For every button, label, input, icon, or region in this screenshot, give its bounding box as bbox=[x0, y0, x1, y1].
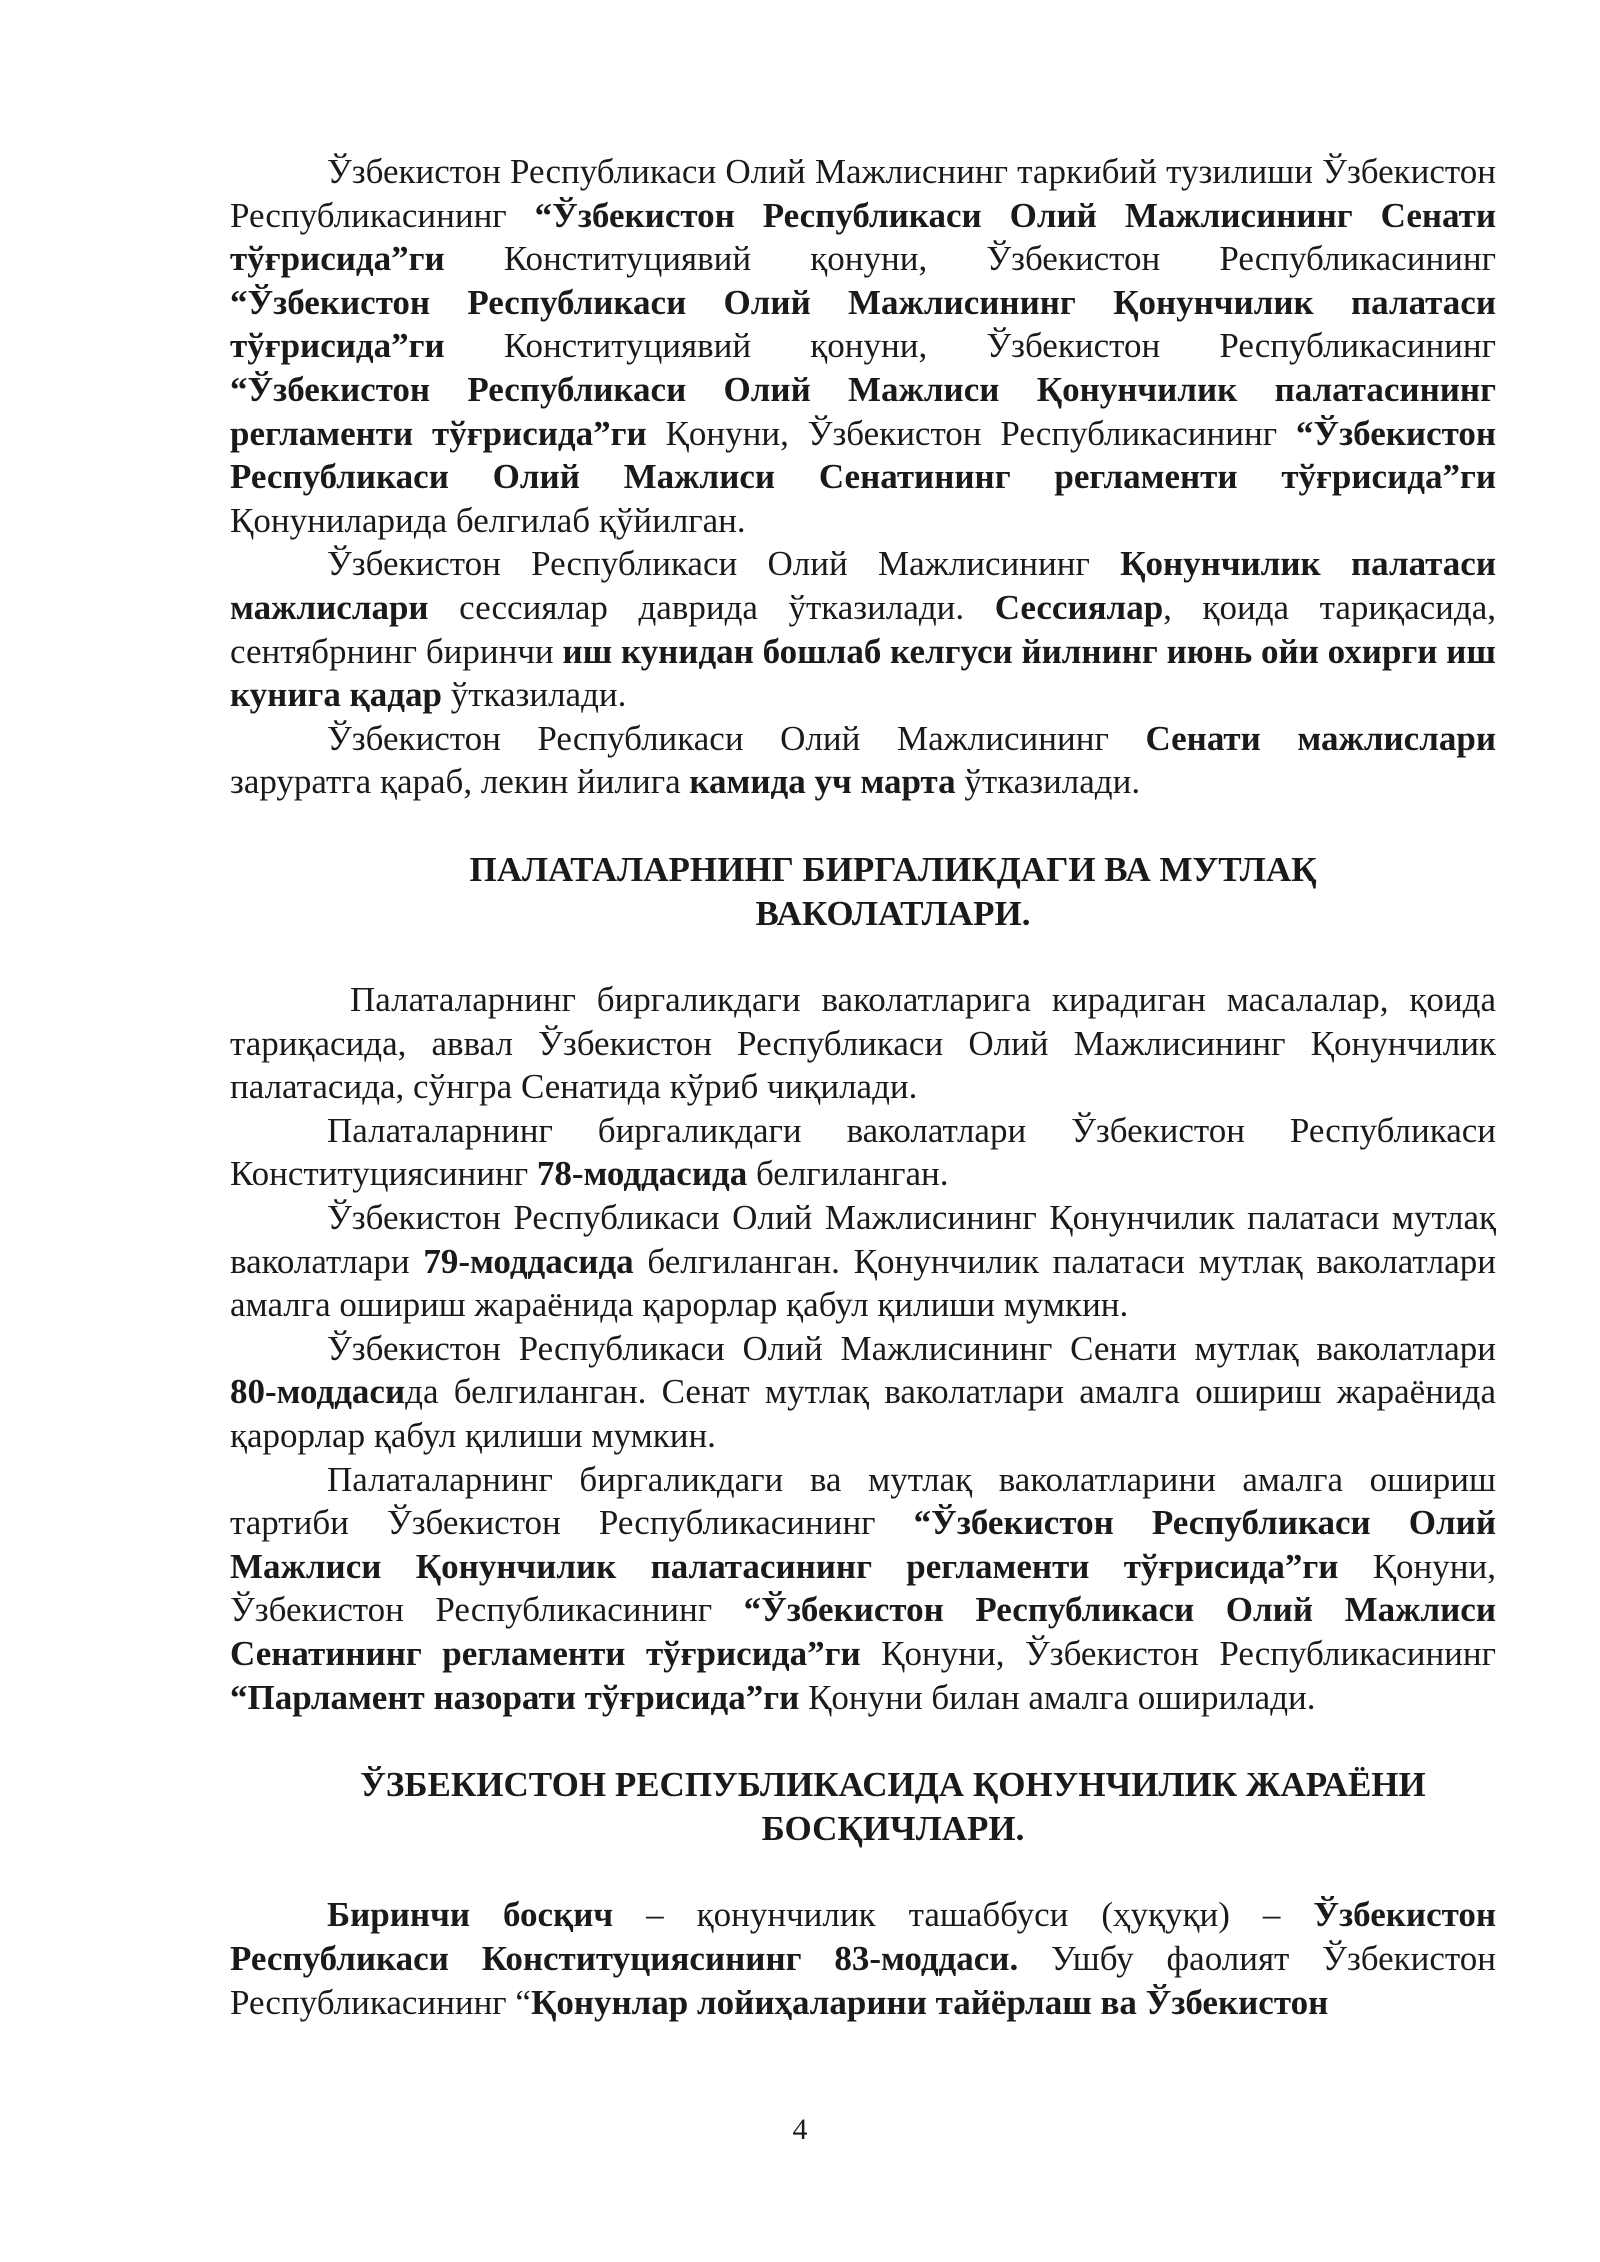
paragraph-parliament-structure bbox=[230, 150, 1496, 542]
bold-text: Ўзбекистон Республикаси Конституциясининг 83-моддаси. bbox=[230, 1895, 1496, 1978]
text-run: Палаталарнинг биргаликдаги ваколатларига кирадиган масалалар, қоида тариқасида, аввал Ўзбекистон Республикаси Олий Мажлисининг Қонунчилик палатасида, сўнгра Сенатида кўриб чиқилади. bbox=[230, 980, 1496, 1107]
bold-text: Қонунчилик палатаси мажлислари bbox=[230, 544, 1496, 627]
bold-text: Сенати мажлислари bbox=[1145, 718, 1496, 758]
bold-text: “Ўзбекистон Республикаси Олий Мажлисининг Сенати тўғрисида”ги bbox=[230, 195, 1496, 279]
bold-text: “Ўзбекистон Республикаси Олий Мажлиси Қонунчилик палатасининг регламенти тўғрисида”ги bbox=[230, 1503, 1496, 1586]
document-page bbox=[230, 150, 1496, 2024]
bold-text: иш кунидан бошлаб келгуси йилнинг июнь ойи охирги иш кунига қадар bbox=[230, 631, 1496, 715]
text-run: ўтказилади. bbox=[441, 675, 627, 715]
text-run: Ўзбекистон Республикаси Олий Мажлиснинг таркибий тузилиши Ўзбекистон Республикасининг bbox=[230, 152, 1496, 235]
text-run: белгиланган. bbox=[747, 1154, 949, 1194]
text-run: Ўзбекистон Республикаси Олий Мажлисининг bbox=[327, 718, 1146, 758]
bold-text: 80-моддаси bbox=[230, 1372, 406, 1412]
paragraph-powers-procedure bbox=[230, 1458, 1496, 1720]
text-run: Палаталарнинг биргаликдаги ваколатлари Ўзбекистон Республикаси Конституциясининг bbox=[230, 1110, 1496, 1194]
heading-line: БОСҚИЧЛАРИ. bbox=[761, 1808, 1025, 1848]
text-run: Палаталарнинг биргаликдаги ва мутлақ ваколатларини амалга ошириш тартиби Ўзбекистон Республикасининг bbox=[230, 1459, 1496, 1543]
paragraph-first-stage bbox=[230, 1893, 1496, 2024]
paragraph-legislative-chamber-sessions bbox=[230, 542, 1496, 716]
text-run: Ўзбекистон Республикаси Олий Мажлисининг Сенати мутлақ ваколатлари bbox=[327, 1328, 1496, 1368]
text-run: ўтказилади. bbox=[955, 762, 1141, 802]
bold-text: 78-моддасида bbox=[536, 1154, 748, 1194]
paragraph-article-78 bbox=[230, 1109, 1496, 1196]
paragraph-article-79 bbox=[230, 1196, 1496, 1327]
bold-text: 79-моддасида bbox=[423, 1241, 634, 1281]
text-run: заруратга қараб, лекин йилига bbox=[230, 762, 690, 802]
bold-text: “Ўзбекистон Республикаси Олий Мажлиси Сенатининг регламенти тўғрисида”ги bbox=[230, 1590, 1496, 1673]
text-run: Конституциявий қонуни, Ўзбекистон Республикасининг bbox=[444, 326, 1496, 366]
paragraph-article-80 bbox=[230, 1327, 1496, 1458]
text-run: – қонунчилик ташаббуси (ҳуқуқи) – bbox=[613, 1895, 1314, 1935]
text-run: Қонуни, Ўзбекистон Республикасининг bbox=[646, 413, 1296, 453]
text-run: Ушбу фаолият Ўзбекистон Республикасининг “ bbox=[230, 1938, 1496, 2022]
text-run: Қонуни, Ўзбекистон Республикасининг bbox=[230, 1546, 1496, 1630]
text-run: белгиланган. Қонунчилик палатаси мутлақ ваколатлари амалга ошириш жараёнида қарорлар қабул қилиши мумкин. bbox=[230, 1241, 1496, 1325]
bold-text: “Ўзбекистон Республикаси Олий Мажлиси Сенатининг регламенти тўғрисида”ги bbox=[230, 413, 1496, 497]
text-run: Ўзбекистон Республикаси Олий Мажлисининг bbox=[327, 544, 1121, 584]
text-run: да белгиланган. Сенат мутлақ ваколатлари амалга ошириш жараёнида қарорлар қабул қилиши мумкин. bbox=[230, 1372, 1496, 1456]
text-run: , қоида тариқасида, сентябрнинг биринчи bbox=[230, 587, 1496, 671]
section-heading-joint-powers bbox=[230, 848, 1496, 935]
paragraph-joint-powers-review bbox=[230, 978, 1496, 1109]
bold-text: Сессиялар bbox=[994, 587, 1164, 627]
paragraph-senate-sessions bbox=[230, 717, 1496, 804]
text-run: Ўзбекистон Республикаси Олий Мажлисининг Қонунчилик палатаси мутлақ ваколатлари bbox=[230, 1198, 1496, 1281]
bold-text: Қонунлар лойиҳаларини тайёрлаш ва Ўзбекистон bbox=[530, 1982, 1329, 2022]
text-run: сессиялар даврида ўтказилади. bbox=[428, 587, 995, 627]
bold-text: “Ўзбекистон Республикаси Олий Мажлиси Қонунчилик палатасининг регламенти тўғрисида”ги bbox=[230, 369, 1496, 453]
heading-line: ЎЗБЕКИСТОН РЕСПУБЛИКАСИДА ҚОНУНЧИЛИК ЖАРАЁНИ bbox=[360, 1765, 1426, 1805]
text-run: Қонуниларида белгилаб қўйилган. bbox=[230, 500, 746, 540]
bold-text: “Ўзбекистон Республикаси Олий Мажлисининг Қонунчилик палатаси тўғрисида”ги bbox=[230, 282, 1496, 366]
bold-text: Биринчи босқич bbox=[327, 1895, 614, 1935]
heading-line: ВАКОЛАТЛАРИ. bbox=[755, 893, 1031, 933]
section-heading-legislative-stages bbox=[230, 1763, 1496, 1850]
bold-text: камида уч марта bbox=[689, 762, 956, 802]
text-run: Қонуни билан амалга оширилади. bbox=[799, 1677, 1316, 1717]
heading-line: ПАЛАТАЛАРНИНГ БИРГАЛИКДАГИ ВА МУТЛАҚ bbox=[469, 849, 1317, 889]
text-run: Конституциявий қонуни, Ўзбекистон Республикасининг bbox=[444, 239, 1496, 279]
page-number: 4 bbox=[792, 2113, 808, 2146]
bold-text: “Парламент назорати тўғрисида”ги bbox=[230, 1677, 800, 1717]
text-run: Қонуни, Ўзбекистон Республикасининг bbox=[860, 1634, 1496, 1673]
